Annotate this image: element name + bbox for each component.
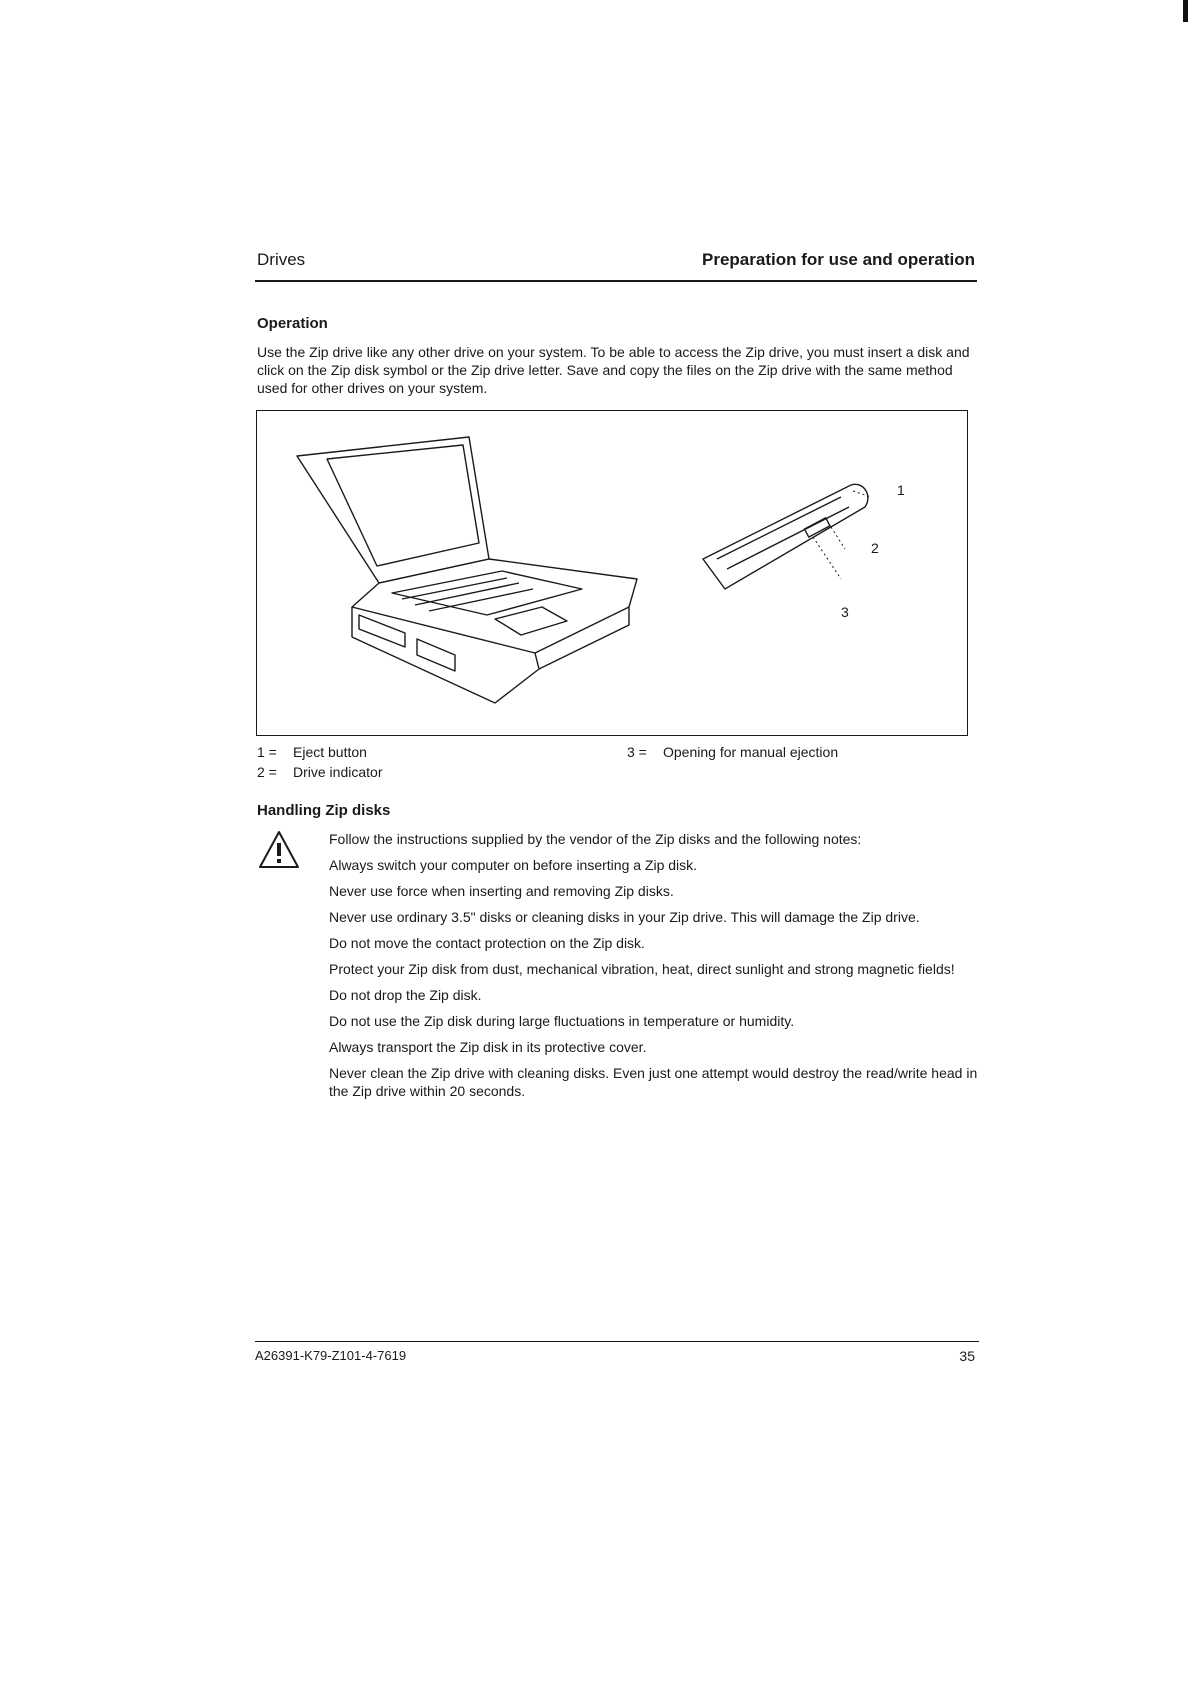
callout-leaders <box>813 491 871 579</box>
handling-notes-list <box>329 830 979 1100</box>
legend-number: 2 = <box>257 764 277 780</box>
legend-text: Eject button <box>293 744 367 760</box>
legend-text: Drive indicator <box>293 764 383 780</box>
note-item: Always switch your computer on before inserting a Zip disk. <box>329 857 698 873</box>
legend-item-1 <box>257 744 367 760</box>
operation-heading: Operation <box>257 315 328 332</box>
zip-drive-figure <box>256 410 968 736</box>
note-item: Do not use the Zip disk during large fluctuations in temperature or humidity. <box>329 1013 795 1029</box>
callout-1: 1 <box>897 482 905 498</box>
page-footer <box>255 1341 979 1364</box>
callout-3: 3 <box>841 604 849 620</box>
note-item: Do not move the contact protection on the Zip disk. <box>329 935 645 951</box>
operation-paragraph: Use the Zip drive like any other drive on your system. To be able to access the Zip drive, you must insert a disk and click on the Zip disk symbol or the Zip drive letter. Save and copy the files on the Zip drive with the same method used for other drives on your system. <box>257 344 970 396</box>
page-number: 35 <box>959 1348 975 1364</box>
warning-triangle-icon <box>258 830 300 870</box>
legend-number: 1 = <box>257 744 277 760</box>
handling-heading: Handling Zip disks <box>257 802 391 819</box>
note-item: Follow the instructions supplied by the vendor of the Zip disks and the following notes: <box>329 831 862 847</box>
legend-text: Opening for manual ejection <box>663 744 839 760</box>
note-item: Never clean the Zip drive with cleaning disks. Even just one attempt would destroy the read/write head in the Zip drive within 20 seconds. <box>329 1065 978 1099</box>
note-item: Do not drop the Zip disk. <box>329 987 482 1003</box>
header-section: Drives <box>257 250 306 269</box>
zip-drive-drawing <box>703 484 868 589</box>
callout-2: 2 <box>871 540 879 556</box>
legend-item-2 <box>257 764 382 780</box>
note-item: Never use force when inserting and removing Zip disks. <box>329 883 674 899</box>
note-item: Always transport the Zip disk in its protective cover. <box>329 1039 647 1055</box>
note-item: Protect your Zip disk from dust, mechanical vibration, heat, direct sunlight and strong magnetic fields! <box>329 961 955 977</box>
legend-item-3 <box>627 744 838 760</box>
laptop-zip-drive-illustration <box>257 411 967 735</box>
page-header <box>255 246 977 282</box>
laptop-drawing <box>297 437 637 703</box>
document-code: A26391-K79-Z101-4-7619 <box>255 1348 407 1363</box>
header-chapter: Preparation for use and operation <box>702 250 975 269</box>
scan-edge-mark <box>1183 0 1188 22</box>
legend-number: 3 = <box>627 744 647 760</box>
note-item: Never use ordinary 3.5" disks or cleaning disks in your Zip drive. This will damage the Zip drive. <box>329 909 920 925</box>
